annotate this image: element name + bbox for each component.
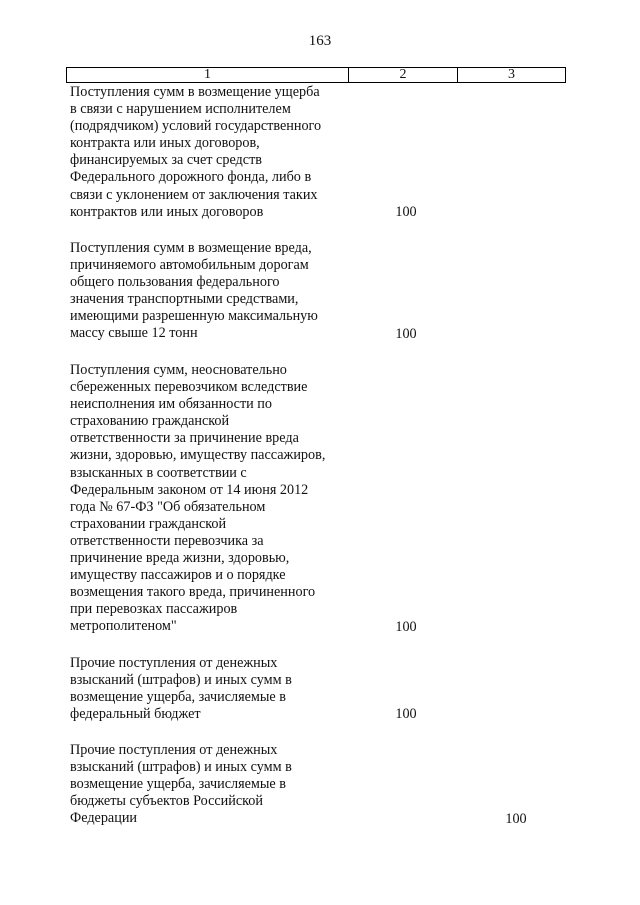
- row-1-col2-value: 100: [395, 204, 417, 220]
- row-2-col2-value: 100: [395, 326, 417, 342]
- row-4-col2-value: 100: [395, 706, 417, 722]
- page-number: 163: [308, 33, 332, 49]
- row-1-description: Поступления сумм в возмещение ущерба в связи с нарушением исполнителем (подрядчиком) условий государственного контракта или иных договоров, финансируемых за счет средств Федерального дорожного фонда, либо в связи с уклонением от заключения таких контрактов или иных договоров: [70, 84, 322, 220]
- row-4-description: Прочие поступления от денежных взысканий (штрафов) и иных сумм в возмещение ущерба, зачисляемые в федеральный бюджет: [70, 655, 292, 723]
- column-header-1: 1: [67, 68, 349, 83]
- row-2-description: Поступления сумм в возмещение вреда, причиняемого автомобильным дорогам общего пользования федерального значения транспортными средствами, имеющими разрешенную максимальную массу свыше 12 тонн: [70, 240, 318, 342]
- row-5-col3-value: 100: [505, 811, 527, 827]
- column-header-row: [66, 67, 566, 83]
- column-header-3: 3: [458, 68, 566, 83]
- row-3-col2-value: 100: [395, 619, 417, 635]
- row-3-description: Поступления сумм, неосновательно сбереженных перевозчиком вследствие неисполнения им обязанности по страхованию гражданской ответственности за причинение вреда жизни, здоровью, имуществу пассажиров, взысканных в соответствии с Федеральным законом от 14 июня 2012 года № 67-ФЗ "Об обязательном страховании гражданской ответственности перевозчика за причинение вреда жизни, здоровью, имуществу пассажиров и о порядке возмещения такого вреда, причиненного при перевозках пассажиров метрополитеном": [70, 362, 326, 635]
- row-5-description: Прочие поступления от денежных взысканий (штрафов) и иных сумм в возмещение ущерба, зачисляемые в бюджеты субъектов Российской Федерации: [70, 742, 292, 827]
- column-header-2: 2: [349, 68, 458, 83]
